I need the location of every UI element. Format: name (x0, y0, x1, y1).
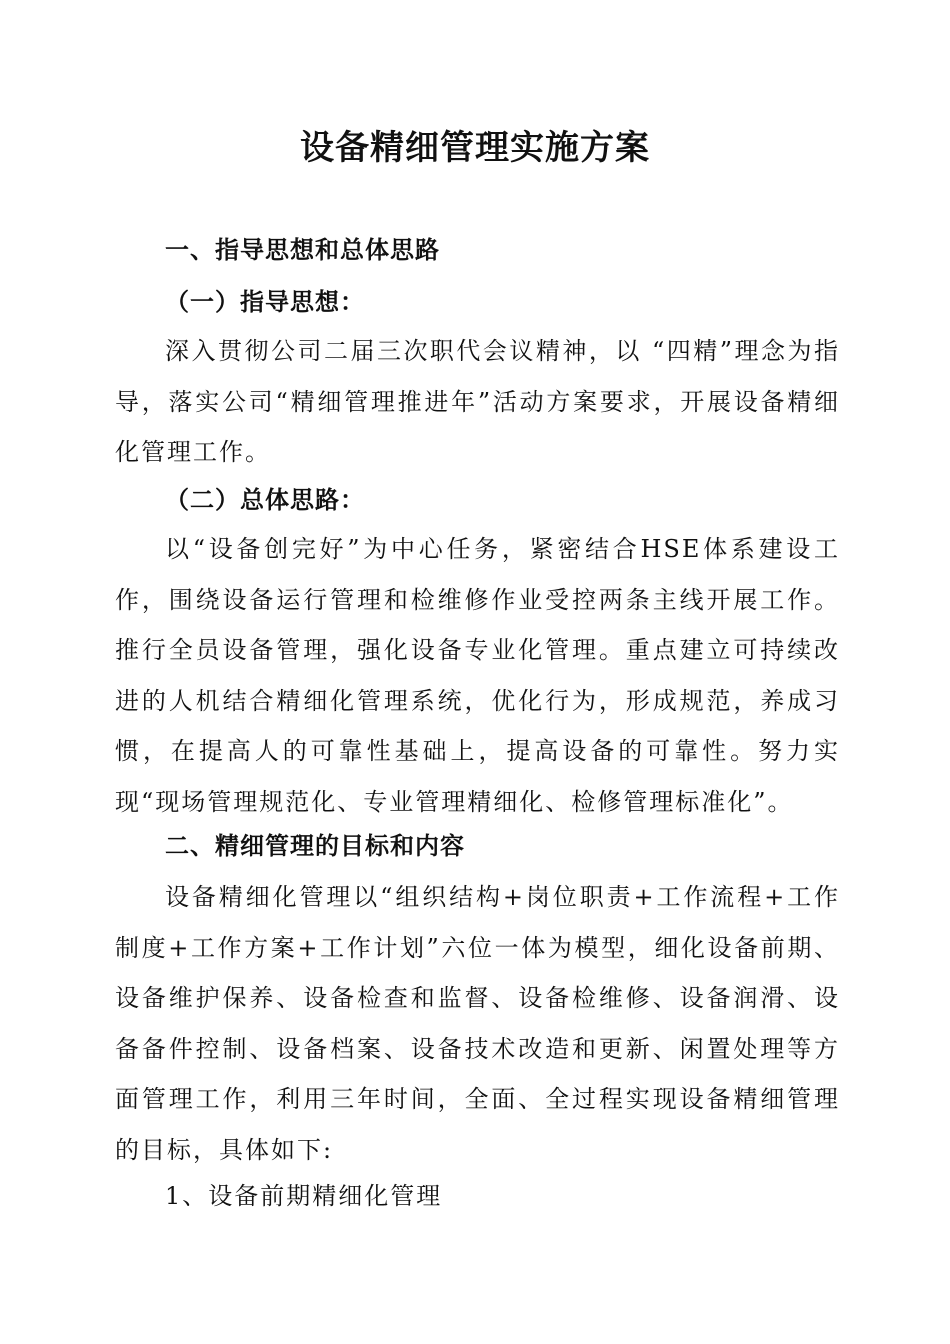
guiding-principle-paragraph-block (115, 326, 840, 478)
overall-approach-paragraph-block (115, 524, 840, 827)
overall-approach-paragraph: 以“设备创完好”为中心任务，紧密结合HSE体系建设工作，围绕设备运行管理和检维修作业受控两条主线开展工作。推行全员设备管理，强化设备专业化管理。重点建立可持续改进的人机结合精细化管理系统，优化行为，形成规范，养成习惯，在提高人的可靠性基础上，提高设备的可靠性。努力实现“现场管理规范化、专业管理精细化、检修管理标准化”。 (115, 535, 840, 816)
list-item-1: 1、设备前期精细化管理 (165, 1182, 443, 1210)
goals-paragraph-block (115, 872, 840, 1175)
subsection-2-heading: （二）总体思路： (165, 486, 365, 514)
section-2-heading: 二、精细管理的目标和内容 (165, 832, 465, 860)
goals-paragraph: 设备精细化管理以“组织结构+岗位职责+工作流程+工作制度+工作方案+工作计划”六位一体为模型，细化设备前期、设备维护保养、设备检查和监督、设备检维修、设备润滑、设备备件控制、设备档案、设备技术改造和更新、闲置处理等方面管理工作，利用三年时间，全面、全过程实现设备精细管理的目标，具体如下: (115, 883, 840, 1164)
subsection-1-heading: （一）指导思想： (165, 288, 365, 316)
document-title: 设备精细管理实施方案 (300, 128, 650, 168)
section-1-heading: 一、指导思想和总体思路 (165, 236, 440, 264)
guiding-principle-paragraph: 深入贯彻公司二届三次职代会议精神，以 “四精”理念为指导，落实公司“精细管理推进年”活动方案要求，开展设备精细化管理工作。 (115, 337, 840, 466)
